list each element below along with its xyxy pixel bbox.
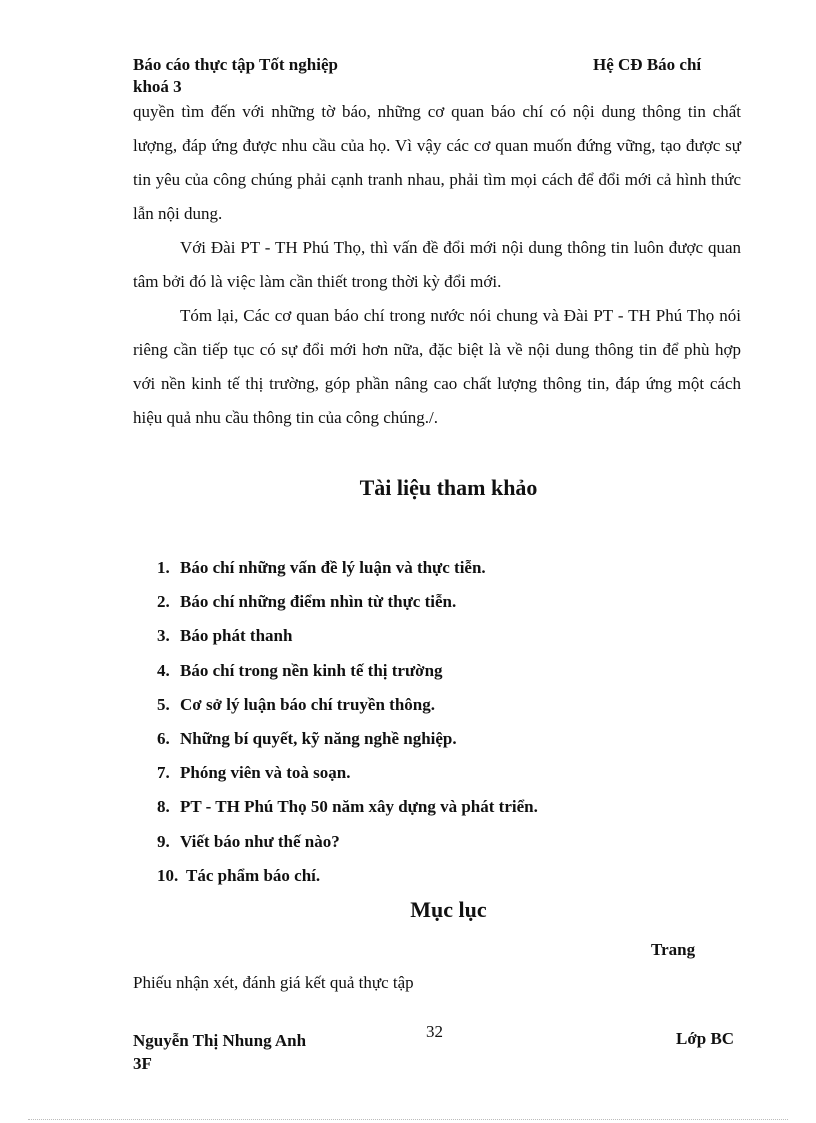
paragraph-2: Với Đài PT - TH Phú Thọ, thì vấn đề đổi mới nội dung thông tin luôn được quan tâm bởi đó là việc làm cần thiết trong thời kỳ đổi mới. bbox=[133, 238, 741, 291]
paragraph-3: Tóm lại, Các cơ quan báo chí trong nước nói chung và Đài PT - TH Phú Thọ nói riêng cần tiếp tục có sự đổi mới hơn nữa, đặc biệt là về nội dung thông tin để phù hợp với nền kinh tế thị trường, góp phần nâng cao chất lượng thông tin, đáp ứng một cách hiệu quả nhu cầu thông tin của công chúng./. bbox=[133, 306, 741, 427]
toc-page-label: Trang bbox=[651, 940, 696, 959]
reference-item bbox=[157, 654, 538, 688]
reference-item bbox=[157, 551, 538, 585]
page-bottom-divider bbox=[28, 1119, 788, 1120]
reference-text: Phóng viên và toà soạn. bbox=[180, 763, 351, 783]
reference-text: Báo chí những vấn đề lý luận và thực tiễn. bbox=[180, 558, 486, 577]
reference-number: 4. bbox=[157, 660, 170, 680]
reference-text: Báo phát thanh bbox=[180, 626, 293, 646]
reference-text: Viết báo như thế nào? bbox=[180, 831, 340, 851]
reference-number: 8. bbox=[157, 797, 170, 817]
reference-text: Tác phẩm báo chí. bbox=[186, 865, 321, 885]
reference-number: 7. bbox=[157, 763, 170, 783]
header-course: khoá 3 bbox=[133, 77, 182, 96]
reference-text: Báo chí những điểm nhìn từ thực tiễn. bbox=[180, 592, 457, 612]
reference-text: PT - TH Phú Thọ 50 năm xây dựng và phát triển. bbox=[180, 797, 538, 817]
reference-text: Những bí quyết, kỹ năng nghề nghiệp. bbox=[180, 728, 457, 748]
reference-item bbox=[157, 619, 538, 653]
reference-number: 5. bbox=[157, 694, 170, 714]
paragraph-1: quyền tìm đến với những tờ báo, những cơ quan báo chí có nội dung thông tin chất lượng, đáp ứng được nhu cầu của họ. Vì vậy các cơ quan muốn đứng vững, tạo được sự tin yêu của công chúng phải cạnh tranh nhau, phải tìm mọi cách để đổi mới cả hình thức lẫn nội dung. bbox=[133, 102, 741, 223]
reference-item bbox=[157, 825, 538, 859]
reference-item bbox=[157, 790, 538, 824]
page-number: 32 bbox=[426, 1022, 443, 1041]
reference-number: 9. bbox=[157, 831, 170, 851]
body-text bbox=[133, 95, 741, 435]
toc-title: Mục lục bbox=[410, 897, 487, 922]
toc-entry: Phiếu nhận xét, đánh giá kết quả thực tập bbox=[133, 973, 414, 992]
reference-text: Báo chí trong nền kinh tế thị trường bbox=[180, 660, 443, 680]
reference-number: 3. bbox=[157, 626, 170, 646]
references-list bbox=[157, 551, 538, 893]
reference-number: 10. bbox=[157, 865, 179, 885]
reference-item bbox=[157, 688, 538, 722]
reference-item bbox=[157, 859, 538, 893]
references-title: Tài liệu tham khảo bbox=[359, 475, 538, 500]
header-program: Hệ CĐ Báo chí bbox=[593, 55, 702, 74]
reference-number: 6. bbox=[157, 728, 170, 748]
reference-number: 2. bbox=[157, 592, 170, 612]
footer-author-name: Nguyễn Thị Nhung Anh bbox=[133, 1031, 307, 1050]
reference-text: Cơ sở lý luận báo chí truyền thông. bbox=[180, 694, 435, 714]
header-report-title: Báo cáo thực tập Tốt nghiệp bbox=[133, 55, 338, 74]
footer-class: Lớp BC bbox=[676, 1029, 735, 1048]
reference-item bbox=[157, 722, 538, 756]
footer-author-class-suffix: 3F bbox=[133, 1054, 152, 1073]
reference-item bbox=[157, 585, 538, 619]
footer-author bbox=[133, 1029, 306, 1075]
reference-item bbox=[157, 756, 538, 790]
reference-number: 1. bbox=[157, 558, 170, 577]
